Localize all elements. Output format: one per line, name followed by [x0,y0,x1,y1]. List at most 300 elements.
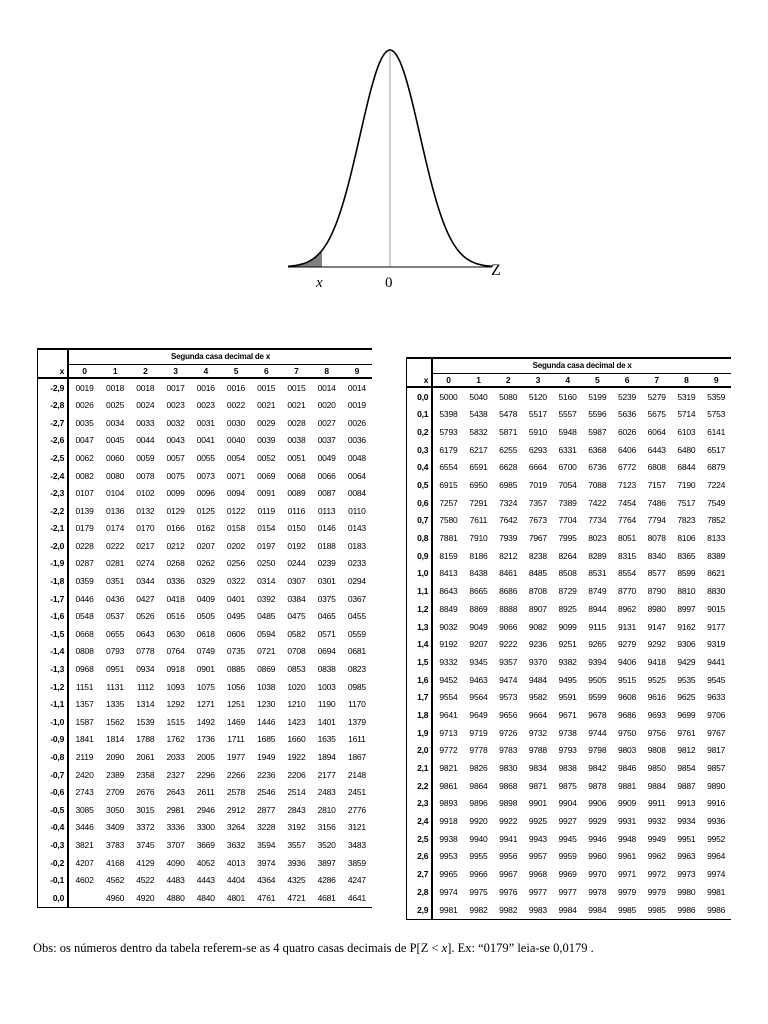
table-row [407,636,732,654]
table-cell: 0294 [347,576,366,587]
table-cell: 9082 [528,621,547,632]
table-cell: 0446 [75,593,94,604]
table-cell: 9441 [707,656,726,667]
row-label: -2,1 [38,520,69,538]
table-cell: 9893 [439,798,458,809]
table-cell: 9616 [647,692,666,703]
table-cell: 0594 [257,628,276,639]
table-cell: 9554 [439,692,458,703]
table-cell: 0409 [196,593,215,604]
table-cell: 1469 [226,716,246,727]
table-cell: 0901 [196,664,215,675]
table-cell: 0643 [136,628,155,639]
table-row [38,731,373,749]
table-row [407,565,732,583]
table-cell: 0721 [257,646,276,657]
table-cell: 9778 [469,745,488,756]
table-cell: 0075 [166,470,185,481]
table-cell: 9251 [558,639,577,650]
table-row [407,459,732,477]
table-cell: 7642 [499,515,518,526]
row-label: -2,4 [38,467,69,485]
table-cell: 9719 [469,727,488,738]
table-cell: 8770 [617,586,637,597]
table-cell: 9525 [647,674,666,685]
table-cell: 1151 [75,681,94,692]
table-cell: 7939 [499,533,518,544]
x-marker-label: x [316,275,323,291]
table-cell: 8413 [439,568,458,579]
table-cell: 3336 [166,822,185,833]
table-row [38,872,373,890]
table-cell: 0033 [136,417,155,428]
table-cell: 7190 [677,480,696,491]
table-cell: 0166 [166,523,185,534]
table-cell: 7123 [617,480,637,491]
table-cell: 6591 [469,462,488,473]
table-cell: 8508 [558,568,577,579]
table-cell: 0485 [257,611,276,622]
table-cell: 9973 [677,869,696,880]
table-cell: 9957 [528,851,547,862]
table-cell: 0853 [287,664,306,675]
table-cell: 9931 [617,816,637,827]
row-label: -2,3 [38,485,69,503]
table-row [38,573,373,591]
column-header: 7 [281,365,311,379]
table-cell: 4920 [136,892,155,903]
table-cell: 4721 [287,892,306,903]
table-row [38,661,373,679]
table-cell: 0465 [317,611,336,622]
table-cell: 2611 [197,787,215,798]
table-cell: 7995 [558,533,577,544]
table-cell: 8264 [558,550,577,561]
table-cell: 0064 [347,470,366,481]
table-row [38,854,373,872]
table-cell: 9236 [528,639,547,650]
row-label: -1,8 [38,573,69,591]
table-cell: 9956 [499,851,518,862]
table-cell: 2709 [106,787,125,798]
row-header-x: x [407,374,433,388]
table-cell: 0548 [75,611,94,622]
table-cell: 8790 [647,586,666,597]
table-cell: 0212 [166,540,185,551]
table-cell: 9162 [677,621,696,632]
table-cell: 7764 [617,515,637,526]
table-cell: 9834 [528,763,547,774]
table-cell: 9678 [588,709,607,720]
table-cell: 0934 [136,664,155,675]
table-cell: 0735 [226,646,246,657]
table-cell: 0122 [226,505,246,516]
table-cell: 9846 [617,763,637,774]
table-cell: 9986 [707,904,726,915]
row-label: 2,2 [407,777,433,795]
z-axis-label: Z [491,262,501,279]
table-cell: 0023 [196,400,215,411]
table-cell: 1949 [257,752,276,763]
row-label: 1,3 [407,618,433,636]
table-cell: 4880 [166,892,185,903]
table-cell: 9890 [707,780,726,791]
table-cell: 8643 [439,586,458,597]
row-label: 0,7 [407,512,433,530]
table-cell: 9968 [528,869,547,880]
table-cell: 1271 [196,699,215,710]
table-cell: 0778 [136,646,155,657]
normal-curve-figure [270,30,510,300]
table-cell: 2877 [257,804,276,815]
table-cell: 2119 [75,752,94,763]
table-cell: 9345 [469,656,488,667]
column-header: 1 [100,365,130,379]
table-cell: 0066 [317,470,336,481]
table-row [407,883,732,901]
table-cell: 9949 [647,833,666,844]
table-cell: 3897 [317,857,336,868]
table-cell: 0708 [287,646,306,657]
row-label: 0,5 [407,476,433,494]
table-cell: 8708 [528,586,547,597]
table-cell: 9099 [558,621,577,632]
table-cell: 9922 [499,816,518,827]
table-cell: 7389 [558,497,577,508]
table-cell: 0526 [136,611,155,622]
table-cell: 7324 [499,497,518,508]
footnote-variable: x [441,941,448,955]
table-cell: 9952 [707,833,726,844]
table-cell: 9938 [439,833,458,844]
table-cell: 0125 [196,505,215,516]
table-cell: 6064 [647,426,666,437]
table-cell: 0080 [106,470,125,481]
row-label: 2,8 [407,883,433,901]
table-cell: 0051 [287,452,306,463]
table-cell: 9406 [617,656,637,667]
table-cell: 0073 [196,470,215,481]
table-cell: 9452 [439,674,458,685]
table-cell: 0192 [287,540,306,551]
table-cell: 9979 [617,886,637,897]
table-cell: 0021 [287,400,306,411]
table-cell: 9977 [558,886,577,897]
table-cell: 9788 [528,745,547,756]
table-cell: 9783 [499,745,518,756]
table-row [407,777,732,795]
table-cell: 9693 [647,709,666,720]
table-cell: 2912 [226,804,246,815]
table-cell: 1736 [196,734,215,745]
table-cell: 9633 [707,692,726,703]
table-cell: 0129 [166,505,185,516]
table-cell: 6517 [707,444,726,455]
table-cell: 8438 [469,568,488,579]
table-cell: 9821 [439,763,458,774]
table-cell: 0026 [75,400,94,411]
row-label: 0,6 [407,494,433,512]
table-cell: 0044 [136,435,155,446]
row-label: -0,8 [38,748,69,766]
table-cell: 1977 [226,752,246,763]
table-cell: 8340 [647,550,666,561]
table-cell: 9946 [588,833,607,844]
table-cell: 4522 [136,875,155,886]
table-cell: 9871 [528,780,547,791]
z-table-positive [406,357,731,920]
table-row [38,889,373,907]
table-cell: 9713 [439,727,458,738]
table-cell: 9750 [617,727,637,738]
table-cell: 6293 [528,444,547,455]
table-row [38,485,373,503]
table-cell: 9975 [469,886,488,897]
table-cell: 0314 [257,576,276,587]
table-row [38,801,373,819]
table-cell: 8159 [439,550,458,561]
table-cell: 0055 [196,452,215,463]
table-cell: 4090 [166,857,185,868]
table-cell: 9985 [617,904,637,915]
table-cell: 2389 [106,769,125,780]
column-header: 6 [251,365,281,379]
table-cell: 9977 [528,886,547,897]
table-cell: 0143 [347,523,366,534]
table-cell: 3936 [287,857,306,868]
table-cell: 9535 [677,674,696,685]
table-cell: 0031 [196,417,215,428]
row-label: 1,2 [407,600,433,618]
table-cell: 9798 [588,745,607,756]
table-row [407,387,732,406]
table-cell: 0239 [317,558,336,569]
table-cell: 0367 [347,593,366,604]
table-cell: 4013 [226,857,246,868]
table-cell: 8749 [588,586,607,597]
table-cell: 5478 [499,409,518,420]
table-cell: 9756 [647,727,666,738]
table-cell: 0582 [287,628,306,639]
table-cell: 9961 [617,851,637,862]
table-cell: 8686 [499,586,518,597]
table-cell: 8212 [499,550,518,561]
table-cell: 0019 [347,400,366,411]
table-cell: 9898 [499,798,518,809]
table-cell: 2676 [136,787,155,798]
table-cell: 0250 [257,558,276,569]
table-cell: 0158 [226,523,246,534]
row-label: -2,5 [38,449,69,467]
table-cell: 7454 [617,497,637,508]
row-label: 2,9 [407,901,433,919]
column-header: 0 [68,365,100,379]
table-cell: 0146 [317,523,336,534]
table-cell: 5080 [499,391,518,402]
table-row [407,494,732,512]
table-cell: 9066 [499,621,518,632]
table-cell: 9222 [499,639,518,650]
table-cell: 0029 [257,417,276,428]
table-cell: 9706 [707,709,726,720]
table-row [38,467,373,485]
table-cell: 8888 [499,603,518,614]
table-cell: 3121 [347,822,366,833]
table-cell: 9983 [528,904,547,915]
table-cell: 0069 [257,470,276,481]
table-cell: 9357 [499,656,518,667]
table-cell: 9591 [558,692,577,703]
column-header: 8 [672,374,702,388]
table-cell: 0918 [166,664,185,675]
table-cell: 6217 [469,444,488,455]
table-cell: 9726 [499,727,518,738]
table-cell: 9850 [647,763,666,774]
table-cell: 5753 [707,409,726,420]
table-cell: 0094 [226,488,246,499]
table-row [407,653,732,671]
table-cell: 0344 [136,576,155,587]
table-cell: 9738 [558,727,577,738]
footnote-suffix: ]. Ex: “0179” leia-se 0,0179 . [447,941,594,955]
table-cell: 1357 [75,699,94,710]
table-cell: 9918 [439,816,458,827]
table-cell: 6255 [499,444,518,455]
table-cell: 6406 [617,444,637,455]
table-cell: 9861 [439,780,458,791]
table-cell: 4247 [347,875,366,886]
table-cell: 0202 [226,540,246,551]
table-row [38,643,373,661]
table-cell: 1112 [136,681,154,692]
table-cell: 3085 [75,804,94,815]
row-label: -1,3 [38,661,69,679]
row-label: 2,0 [407,742,433,760]
table-cell: 7881 [439,533,458,544]
table-cell: 8531 [588,568,607,579]
table-cell: 8051 [617,533,637,544]
z-table-negative [37,348,372,908]
row-label: 1,0 [407,565,433,583]
table-cell: 8289 [588,550,607,561]
table-cell: 0375 [317,593,336,604]
table-cell: 2514 [287,787,306,798]
table-cell: 9474 [499,674,518,685]
table-cell: 9981 [439,904,458,915]
table-cell: 4443 [196,875,215,886]
table-cell: 0681 [347,646,366,657]
table-cell: 9934 [677,816,696,827]
row-label: -1,0 [38,713,69,731]
table-cell: 8577 [647,568,666,579]
table-cell: 8023 [588,533,607,544]
table-cell: 9965 [439,869,458,880]
table-cell: 0018 [106,382,125,393]
table-cell: 7852 [707,515,726,526]
table-cell: 9887 [677,780,696,791]
table-cell: 9838 [558,763,577,774]
row-label: 0,3 [407,441,433,459]
table-cell: 0197 [257,540,276,551]
table-cell: 7088 [588,480,607,491]
table-cell: 9515 [617,674,637,685]
table-cell: 8078 [647,533,666,544]
table-cell: 9920 [469,816,488,827]
table-cell: 1562 [106,716,125,727]
column-header: 9 [342,365,372,379]
table-cell: 9564 [469,692,488,703]
table-cell: 0885 [226,664,246,675]
table-cell: 0028 [287,417,306,428]
table-cell: 0359 [75,576,94,587]
table-cell: 9948 [617,833,637,844]
table-cell: 2946 [196,804,215,815]
table-cell: 9671 [558,709,577,720]
table-cell: 0183 [347,540,366,551]
table-cell: 9812 [677,745,696,756]
table-cell: 7019 [528,480,547,491]
table-cell: 4840 [196,892,215,903]
table-cell: 0139 [75,505,94,516]
table-cell: 3669 [196,839,215,850]
table-cell: 0571 [317,628,336,639]
table-cell: 0244 [287,558,306,569]
table-cell: 1056 [226,681,246,692]
row-label: -0,5 [38,801,69,819]
table-row [407,600,732,618]
table-cell: 0037 [317,435,336,446]
table-cell: 2578 [226,787,246,798]
table-cell: 9884 [647,780,666,791]
table-cell: 0268 [166,558,185,569]
table-cell: 2005 [196,752,215,763]
row-label: 1,4 [407,636,433,654]
table-cell: 9986 [677,904,696,915]
table-cell: 1492 [196,716,215,727]
table-cell: 0039 [257,435,276,446]
table-cell: 6331 [558,444,577,455]
table-row [38,608,373,626]
table-cell: 0014 [317,382,336,393]
table-cell: 4602 [75,875,94,886]
table-cell: 1075 [196,681,215,692]
table-cell: 5675 [647,409,666,420]
table-cell: 0116 [287,505,306,516]
column-header: 5 [221,365,251,379]
table-cell: 7054 [558,480,577,491]
table-cell: 9826 [469,763,488,774]
table-cell: 0027 [317,417,336,428]
table-cell: 0045 [106,435,125,446]
table-cell: 2090 [106,752,125,763]
table-cell: 2327 [166,769,185,780]
table-cell: 9732 [528,727,547,738]
table-cell: 5239 [617,391,637,402]
table-cell: 0475 [287,611,306,622]
table-cell: 9817 [707,745,726,756]
table-row [407,512,732,530]
table-cell: 9911 [647,798,666,809]
column-header: 4 [553,374,583,388]
table-cell: 9909 [617,798,637,809]
table-cell: 9980 [677,886,696,897]
table-cell: 1539 [136,716,155,727]
table-cell: 9429 [677,656,696,667]
table-cell: 5557 [558,409,577,420]
table-cell: 6808 [647,462,666,473]
table-cell: 2743 [75,787,94,798]
table-cell: 0823 [347,664,366,675]
